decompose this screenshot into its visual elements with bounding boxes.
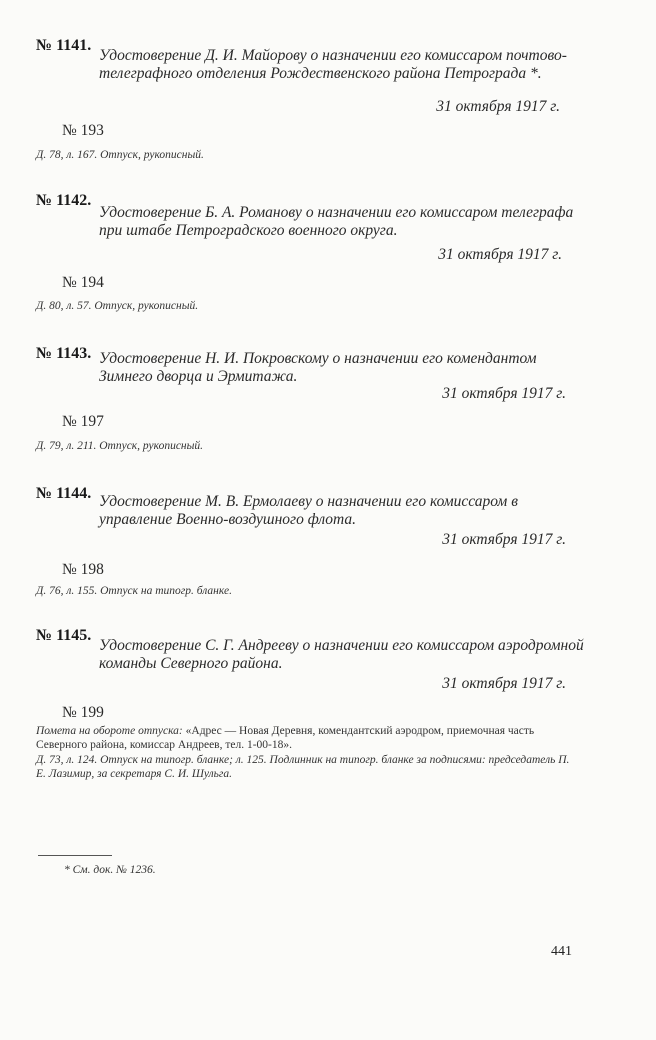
doc-number: № 198 bbox=[62, 561, 104, 578]
source-reference: Д. 80, л. 57. Отпуск, рукописный. bbox=[36, 300, 199, 312]
entry-title: Удостоверение Д. И. Майорову о назначении его комиссаром почтово-телеграфного отделения Рождественского района Петрограда *. bbox=[99, 47, 567, 82]
entry-number: № 1145. bbox=[36, 627, 92, 644]
footnote-divider bbox=[38, 855, 112, 856]
entry-title: Удостоверение Б. А. Романову о назначении его комиссаром телеграфа при штабе Петроградского военного округа. bbox=[99, 204, 574, 239]
page-number: 441 bbox=[551, 944, 572, 959]
source-reference: Д. 73, л. 124. Отпуск на типогр. бланке; л. 125. Подлинник на типогр. бланке за подписями: председатель П. Е. Лазимир, за секретаря С. И. Шульга. bbox=[36, 754, 570, 780]
entry-date: 31 октября 1917 г. bbox=[438, 246, 562, 263]
entry-date: 31 октября 1917 г. bbox=[442, 531, 566, 548]
entry-title: Удостоверение С. Г. Андрееву о назначении его комиссаром аэродромной команды Северного района. bbox=[99, 637, 584, 672]
note-text: «Адрес — Новая Деревня, комендантский аэродром, приемочная часть Северного района, комиссар Андреев, тел. 1-00-18». bbox=[36, 725, 535, 751]
entry-number: № 1144. bbox=[36, 485, 92, 502]
source-reference: Д. 79, л. 211. Отпуск, рукописный. bbox=[36, 440, 204, 452]
footnote: * См. док. № 1236. bbox=[64, 864, 156, 876]
source-reference: Д. 76, л. 155. Отпуск на типогр. бланке. bbox=[36, 585, 232, 597]
doc-number: № 199 bbox=[62, 704, 104, 721]
entry-date: 31 октября 1917 г. bbox=[442, 675, 566, 692]
doc-number: № 193 bbox=[62, 122, 104, 139]
reverse-side-note bbox=[36, 724, 576, 752]
entry-date: 31 октября 1917 г. bbox=[442, 385, 566, 402]
entry-title: Удостоверение Н. И. Покровскому о назначении его комендантом Зимнего дворца и Эрмитажа. bbox=[99, 350, 537, 385]
entry-title: Удостоверение М. В. Ермолаеву о назначении его комиссаром в управление Военно-воздушного флота. bbox=[99, 493, 518, 528]
entry-number: № 1141. bbox=[36, 37, 92, 54]
entry-number: № 1142. bbox=[36, 192, 92, 209]
note-label: Помета на обороте отпуска: bbox=[36, 725, 183, 737]
doc-number: № 194 bbox=[62, 274, 104, 291]
source-reference: Д. 78, л. 167. Отпуск, рукописный. bbox=[36, 149, 204, 161]
entry-date: 31 октября 1917 г. bbox=[436, 98, 560, 115]
entry-number: № 1143. bbox=[36, 345, 92, 362]
doc-number: № 197 bbox=[62, 413, 104, 430]
